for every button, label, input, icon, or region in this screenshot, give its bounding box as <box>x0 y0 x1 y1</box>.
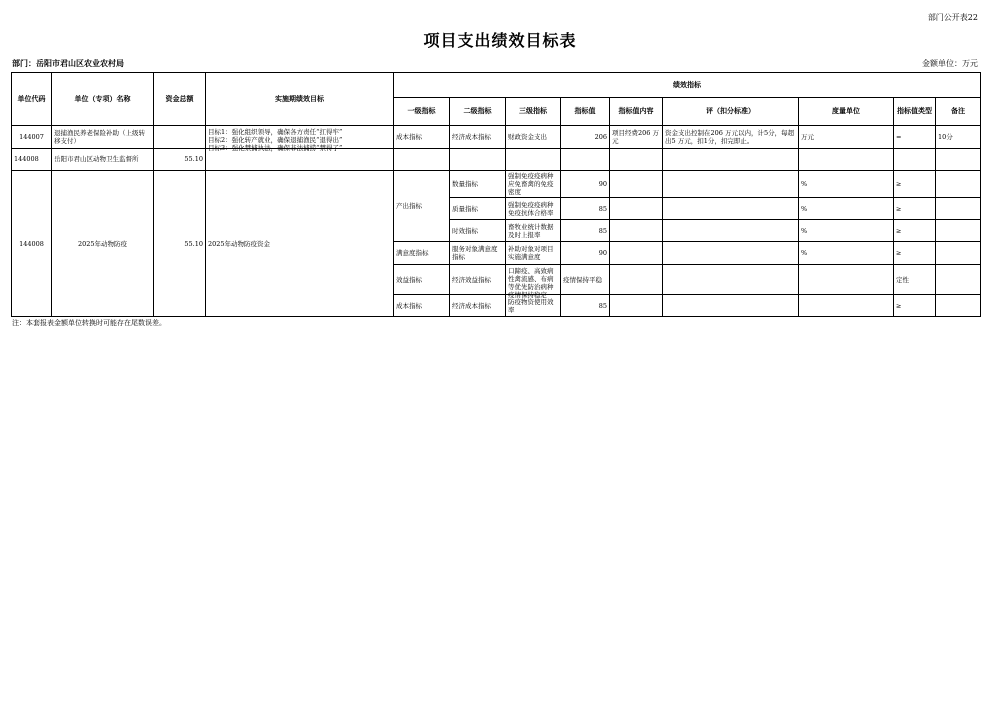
remarks-cell <box>936 149 981 171</box>
value-type-cell: ≥ <box>894 295 936 317</box>
remarks-cell <box>936 198 981 220</box>
remarks-cell <box>936 265 981 295</box>
level3-cell: 财政资金支出 <box>506 126 561 149</box>
level1-cell: 成本指标 <box>394 295 450 317</box>
level3-cell: 防疫物资使用效率 <box>506 295 561 317</box>
measure-unit-cell: 万元 <box>799 126 894 149</box>
value-type-cell: 定性 <box>894 265 936 295</box>
level3-cell: 畜牧业统计数据及时上报率 <box>506 220 561 242</box>
level2-cell <box>450 149 506 171</box>
level2-cell: 经济成本指标 <box>450 126 506 149</box>
level2-cell: 经济效益指标 <box>450 265 506 295</box>
remarks-cell <box>936 295 981 317</box>
unit-code-cell: 144007 <box>12 126 52 149</box>
goal-text: 目标1：强化组织领导，确保各方责任“扛得牢” 目标2：强化转产就业，确保退捕渔民“退得出” 目标3：强化禁捕执法，确保非法捕捞“禁得了” <box>208 128 343 153</box>
value-cell: 90 <box>561 171 610 198</box>
value-content-cell <box>610 149 663 171</box>
header-scoring: 评（扣分标准） <box>663 98 799 126</box>
scoring-cell <box>663 220 799 242</box>
value-content-cell <box>610 220 663 242</box>
header-value-content: 指标值内容 <box>610 98 663 126</box>
measure-unit-cell <box>799 265 894 295</box>
level1-cell: 成本指标 <box>394 126 450 149</box>
level2-cell: 时效指标 <box>450 220 506 242</box>
value-type-cell: ≥ <box>894 220 936 242</box>
header-level3: 三级指标 <box>506 98 561 126</box>
page-title: 项目支出绩效目标表 <box>423 31 577 50</box>
remarks-cell: 10分 <box>936 126 981 149</box>
measure-unit-cell: % <box>799 198 894 220</box>
scoring-cell <box>663 149 799 171</box>
header-value-type: 指标值类型 <box>894 98 936 126</box>
unit-name-cell: 岳阳市君山区动物卫生监督所 <box>52 149 154 171</box>
scoring-cell <box>663 295 799 317</box>
level3-cell: 强制免疫疫病种免疫抗体合格率 <box>506 198 561 220</box>
scoring-cell: 资金支出控制在206 万元以内，计5分，每超出5 万元，扣1分，扣完即止。 <box>663 126 799 149</box>
value-content-cell <box>610 242 663 265</box>
value-content-cell <box>610 171 663 198</box>
value-cell: 85 <box>561 220 610 242</box>
value-content-cell <box>610 295 663 317</box>
value-type-cell: ≥ <box>894 242 936 265</box>
scoring-cell <box>663 242 799 265</box>
header-unit-code: 单位代码 <box>12 73 52 126</box>
level3-text: 口蹄疫、高致病性禽流感、布病等优先防治病种疫情保持稳定 <box>508 266 554 300</box>
level3-cell: 补助对象对项目实施满意度 <box>506 242 561 265</box>
measure-unit-cell: % <box>799 220 894 242</box>
header-value: 指标值 <box>561 98 610 126</box>
value-type-cell: ≥ <box>894 198 936 220</box>
table-row <box>12 149 981 171</box>
scoring-cell <box>663 198 799 220</box>
level1-cell <box>394 149 450 171</box>
level1-cell: 满意度指标 <box>394 242 450 265</box>
value-content-cell <box>610 265 663 295</box>
value-content-cell: 项目经费206 万元 <box>610 126 663 149</box>
unit-name-cell: 退捕渔民养老保险补助（上级转移支付） <box>52 126 154 149</box>
table-row <box>12 171 981 198</box>
form-number: 部门公开表22 <box>927 13 978 22</box>
scoring-cell <box>663 171 799 198</box>
value-cell: 206 <box>561 126 610 149</box>
level2-cell: 数量指标 <box>450 171 506 198</box>
performance-table <box>11 72 981 317</box>
value-type-cell: = <box>894 126 936 149</box>
header-row-1 <box>12 73 981 98</box>
goal-cell: 2025年动物防疫资金 <box>206 171 394 317</box>
header-remarks: 备注 <box>936 98 981 126</box>
header-perf-indicators: 绩效指标 <box>394 73 981 98</box>
measure-unit-cell <box>799 295 894 317</box>
amount-unit-label: 金额单位：万元 <box>922 59 978 68</box>
level3-cell <box>506 265 561 300</box>
level3-cell <box>506 149 561 171</box>
scoring-cell <box>663 265 799 295</box>
measure-unit-cell: % <box>799 242 894 265</box>
level2-cell: 经济成本指标 <box>450 295 506 317</box>
remarks-cell <box>936 171 981 198</box>
unit-code-cell: 144008 <box>12 149 52 171</box>
header-level2: 二级指标 <box>450 98 506 126</box>
amount-cell: 55.10 <box>154 149 206 171</box>
amount-cell: 55.10 <box>154 171 206 317</box>
level3-cell: 强制免疫疫病种应免畜禽的免疫密度 <box>506 171 561 198</box>
value-cell: 85 <box>561 198 610 220</box>
unit-name-cell: 2025年动物防疫 <box>52 171 154 317</box>
amount-cell <box>154 126 206 149</box>
measure-unit-cell <box>799 149 894 171</box>
level2-cell: 服务对象满意度指标 <box>450 242 506 265</box>
unit-code-cell: 144008 <box>12 171 52 317</box>
header-total-funds: 资金总额 <box>154 73 206 126</box>
table-row <box>12 126 981 149</box>
department-label: 部门：岳阳市君山区农业农村局 <box>12 58 124 68</box>
header-period-goal: 实施期绩效目标 <box>206 73 394 126</box>
value-type-cell <box>894 149 936 171</box>
footnote: 注：本套报表金额单位转换时可能存在尾数误差。 <box>12 319 166 327</box>
value-cell: 90 <box>561 242 610 265</box>
remarks-cell <box>936 220 981 242</box>
header-level1: 一级指标 <box>394 98 450 126</box>
level1-cell: 效益指标 <box>394 265 450 295</box>
level2-cell: 质量指标 <box>450 198 506 220</box>
value-cell: 85 <box>561 295 610 317</box>
level1-cell: 产出指标 <box>394 171 450 242</box>
remarks-cell <box>936 242 981 265</box>
header-unit-name: 单位（专项）名称 <box>52 73 154 126</box>
value-cell <box>561 149 610 171</box>
value-type-cell: ≥ <box>894 171 936 198</box>
goal-cell <box>206 126 394 153</box>
header-measure-unit: 度量单位 <box>799 98 894 126</box>
measure-unit-cell: % <box>799 171 894 198</box>
value-cell: 疫情保持平稳 <box>561 265 610 295</box>
value-content-cell <box>610 198 663 220</box>
